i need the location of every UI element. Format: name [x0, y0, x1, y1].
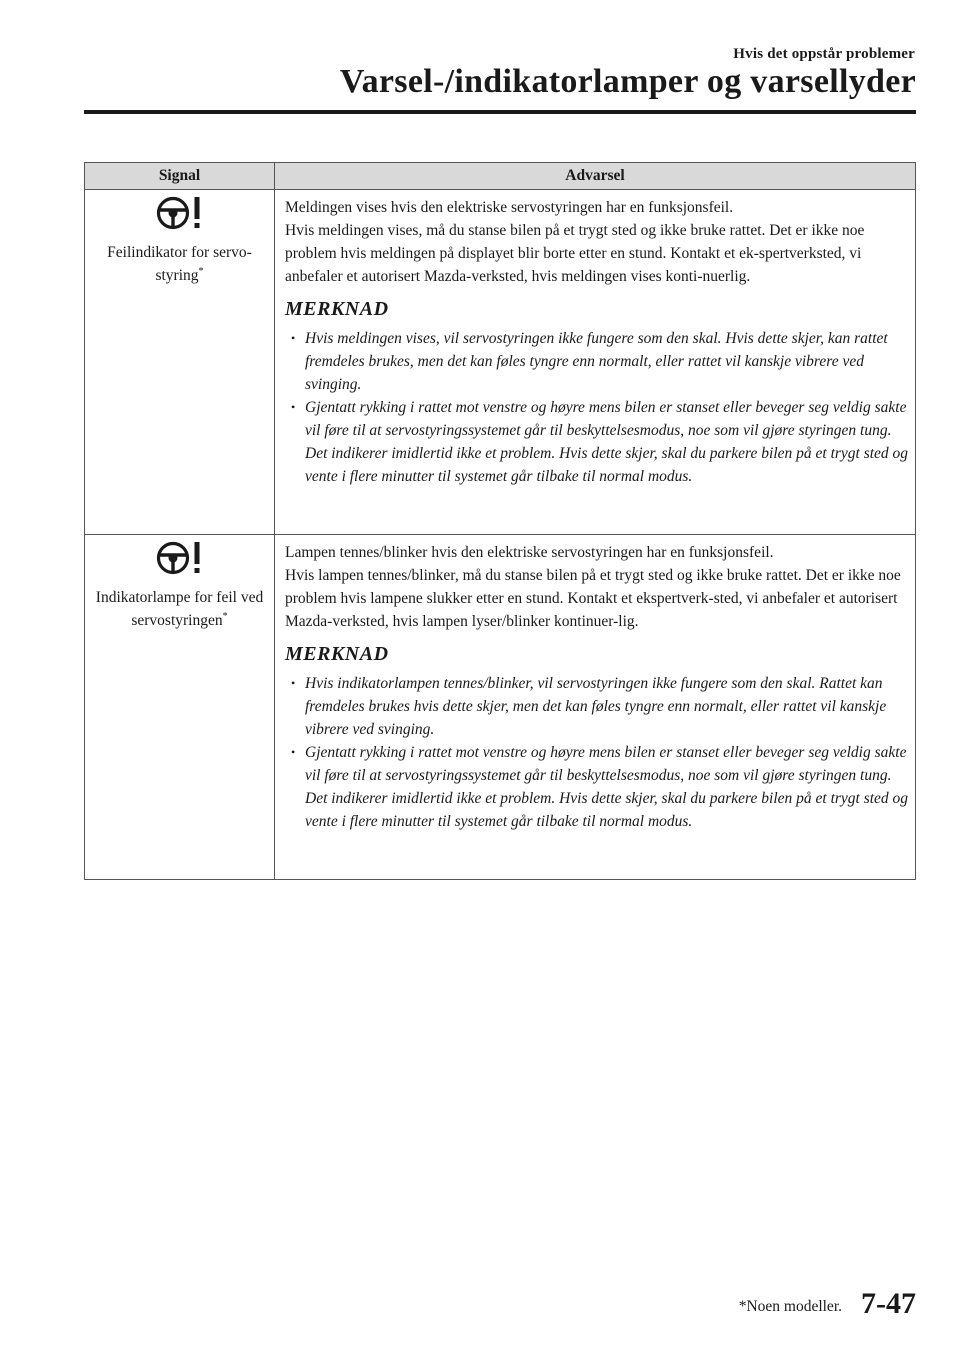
warning-paragraph: Hvis meldingen vises, må du stanse bilen på et trygt sted og ikke bruke rattet. Det er ikke noe problem hvis meldingen på displayet blir borte etter en stund. Kontakt et ek-spertverksted, vi anbefaler et autorisert Mazda-verksted, hvis meldingen vises konti-nuerlig.	[285, 222, 865, 285]
note-list	[285, 327, 909, 488]
table-row	[85, 190, 916, 535]
warning-cell	[275, 535, 916, 880]
warning-table	[84, 162, 916, 880]
signal-label: Indikatorlampe for feil ved servostyringen*	[95, 589, 264, 629]
note-item: • Gjentatt rykking i rattet mot venstre og høyre mens bilen er stanset eller beveger seg veldig sakte vil føre til at servostyringssystemet går til beskyttelsesmodus, noe som vil gjøre styringen tung. Det indikerer imidlertid ikke et problem. Hvis dette skjer, skal du parkere bilen på et trygt sted og vente i flere minutter til systemet går tilbake til normal modus.	[285, 741, 909, 833]
warning-cell	[275, 190, 916, 535]
signal-cell	[85, 190, 275, 535]
signal-cell	[85, 535, 275, 880]
column-header-signal: Signal	[85, 163, 275, 190]
section-heading: Hvis det oppstår problemer	[733, 46, 915, 62]
note-item: • Gjentatt rykking i rattet mot venstre og høyre mens bilen er stanset eller beveger seg veldig sakte vil føre til at servostyringssystemet går til beskyttelsesmodus, noe som vil gjøre styringen tung. Det indikerer imidlertid ikke et problem. Hvis dette skjer, skal du parkere bilen på et trygt sted og vente i flere minutter til systemet går tilbake til normal modus.	[285, 396, 909, 488]
note-item: • Hvis indikatorlampen tennes/blinker, vil servostyringen ikke fungere som den skal. Rattet kan fremdeles brukes hvis dette skjer, men det kan føles tyngre enn normalt, eller rattet vil kanskje vibrere ved svinging.	[285, 672, 909, 741]
note-list	[285, 672, 909, 833]
table-header-row	[85, 163, 916, 190]
page-number: 7-47	[861, 1287, 916, 1320]
page-title: Varsel-/indikatorlamper og varsellyder	[339, 63, 916, 100]
warning-paragraph: Hvis lampen tennes/blinker, må du stanse bilen på et trygt sted og ikke bruke rattet. Det er ikke noe problem hvis lampene slukker etter en stund. Kontakt et ekspertverk-sted, vi anbefaler et autorisert Mazda-verksted, hvis lampen lyser/blinker kontinuer-lig.	[285, 567, 901, 630]
note-item: • Hvis meldingen vises, vil servostyringen ikke fungere som den skal. Hvis dette skjer, kan rattet fremdeles brukes, men det kan føles tyngre enn normalt, eller rattet vil kanskje vibrere ved svinging.	[285, 327, 909, 396]
warning-paragraph: Meldingen vises hvis den elektriske servostyringen har en funksjonsfeil.	[285, 199, 734, 216]
warning-paragraph: Lampen tennes/blinker hvis den elektriske servostyringen har en funksjonsfeil.	[285, 544, 774, 561]
signal-label: Feilindikator for servo-styring*	[107, 244, 252, 284]
steering-wheel-warning-icon	[156, 539, 204, 582]
steering-wheel-warning-icon	[156, 194, 204, 237]
note-heading: MERKNAD	[285, 298, 389, 320]
column-header-warning: Advarsel	[275, 163, 916, 190]
note-heading: MERKNAD	[285, 643, 389, 665]
footnote: *Noen modeller.	[738, 1298, 842, 1315]
header-rule	[84, 110, 916, 114]
table-row	[85, 535, 916, 880]
